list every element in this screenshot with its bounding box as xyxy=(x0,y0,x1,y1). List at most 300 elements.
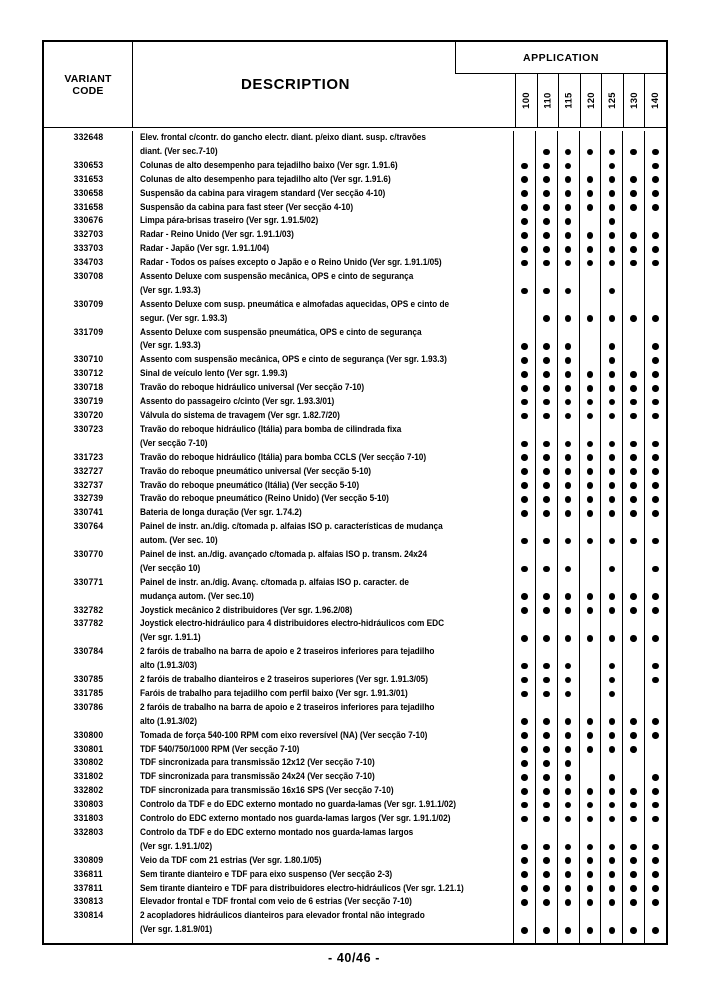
application-cell xyxy=(535,673,557,687)
application-dot xyxy=(565,357,572,364)
application-cell xyxy=(535,381,557,395)
application-dot xyxy=(630,844,637,851)
variant-code-cell: 330786 xyxy=(73,701,103,713)
application-dot xyxy=(630,857,637,864)
variant-code-cell: 330770 xyxy=(73,549,103,560)
application-cell xyxy=(622,798,644,812)
application-cell xyxy=(579,492,601,506)
application-cell xyxy=(579,479,601,493)
application-dot xyxy=(609,718,616,725)
application-cell xyxy=(579,895,601,909)
description-cell xyxy=(132,756,513,770)
application-cell xyxy=(513,131,535,159)
application-dot xyxy=(521,204,528,211)
application-cell xyxy=(579,520,601,548)
application-cell xyxy=(513,548,535,576)
application-cell xyxy=(644,228,666,242)
application-dot xyxy=(565,441,572,448)
description-cell xyxy=(132,451,513,465)
application-cell xyxy=(600,673,622,687)
application-dot xyxy=(587,746,594,753)
application-cell xyxy=(513,492,535,506)
description-line: TDF sincronizada para transmissão 24x24 (Ver secção 7-10) xyxy=(140,771,375,783)
variant-code-cell: 334703 xyxy=(73,257,103,269)
application-dot xyxy=(652,454,659,461)
application-dot xyxy=(521,732,528,739)
application-dot xyxy=(543,482,550,489)
table-row xyxy=(44,729,666,743)
variant-code-cell: 330764 xyxy=(73,521,103,533)
application-cell xyxy=(513,701,535,729)
application-cell xyxy=(579,937,601,943)
application-dot xyxy=(521,816,528,823)
description-cell xyxy=(132,798,513,812)
application-cell xyxy=(600,687,622,701)
application-cell xyxy=(644,576,666,604)
description-cell xyxy=(132,826,513,854)
application-dot xyxy=(521,371,528,378)
application-dot xyxy=(609,566,616,573)
table-row xyxy=(44,798,666,812)
application-cell xyxy=(600,492,622,506)
description-cell xyxy=(132,353,513,367)
application-dot xyxy=(609,857,616,864)
description-line: 2 faróis de trabalho dianteiros e 2 traseiros superiores (Ver sgr. 1.91.3/05) xyxy=(140,674,429,686)
application-dot xyxy=(587,871,594,878)
application-cell xyxy=(600,937,622,943)
application-dot xyxy=(630,885,637,892)
application-cell xyxy=(535,909,557,937)
application-cell xyxy=(557,256,579,270)
table-row xyxy=(44,367,666,381)
table-row xyxy=(44,743,666,757)
description-line: Travão do reboque pneumático (Reino Unido) (Ver secção 5-10) xyxy=(140,493,389,505)
application-dot xyxy=(630,607,637,614)
application-cell xyxy=(622,173,644,187)
description-cell xyxy=(132,784,513,798)
application-cell xyxy=(644,645,666,673)
application-cell xyxy=(535,576,557,604)
description-line: (Ver sgr. 1.91.1) xyxy=(140,632,201,644)
application-dot xyxy=(609,691,616,698)
application-dot xyxy=(609,774,616,781)
application-cell xyxy=(513,256,535,270)
application-dot xyxy=(609,927,616,934)
application-cell xyxy=(622,506,644,520)
application-dot xyxy=(630,149,637,156)
application-cell xyxy=(644,242,666,256)
description-cell xyxy=(132,909,513,937)
description-line: Suspensão da cabina para fast steer (Ver secção 4-10) xyxy=(140,201,354,213)
application-dot xyxy=(565,496,572,503)
application-dot xyxy=(587,468,594,475)
application-cell xyxy=(513,743,535,757)
application-dot xyxy=(587,441,594,448)
application-cell xyxy=(622,770,644,784)
application-cell xyxy=(557,701,579,729)
table-row xyxy=(44,784,666,798)
application-dot xyxy=(630,732,637,739)
application-dot xyxy=(652,357,659,364)
description-line: Assento com suspensão mecânica, OPS e cinto de segurança (Ver sgr. 1.93.3) xyxy=(140,354,447,366)
application-dot xyxy=(521,260,528,267)
application-dot xyxy=(565,566,572,573)
description-cell xyxy=(132,937,513,943)
application-dot xyxy=(587,788,594,795)
application-cell xyxy=(579,228,601,242)
description-line: Assento do passageiro c/cinto (Ver sgr. 1.93.3/01) xyxy=(140,396,335,408)
variant-code-cell: 330708 xyxy=(73,271,103,283)
description-cell xyxy=(132,465,513,479)
application-cell xyxy=(622,617,644,645)
application-cell xyxy=(600,131,622,159)
table-row xyxy=(44,270,666,298)
application-dot xyxy=(521,885,528,892)
application-dot xyxy=(565,857,572,864)
application-cell xyxy=(644,353,666,367)
application-dot xyxy=(587,718,594,725)
application-dot xyxy=(543,774,550,781)
application-dot xyxy=(521,288,528,295)
application-cell xyxy=(535,520,557,548)
application-cell xyxy=(622,756,644,770)
description-line: (Ver sgr. 1.93.3) xyxy=(140,340,201,352)
application-dot xyxy=(609,468,616,475)
application-dot xyxy=(652,441,659,448)
description-cell xyxy=(132,673,513,687)
table-row xyxy=(44,756,666,770)
application-cell xyxy=(579,506,601,520)
application-cell xyxy=(579,812,601,826)
description-line: TDF sincronizada para transmissão 16x16 SPS (Ver secção 7-10) xyxy=(140,785,394,797)
application-cell xyxy=(644,548,666,576)
application-cell xyxy=(557,576,579,604)
description-line: segur. (Ver sgr. 1.93.3) xyxy=(140,312,228,324)
table-row xyxy=(44,214,666,228)
application-cell xyxy=(644,812,666,826)
application-dot xyxy=(587,371,594,378)
variant-code-cell: 331803 xyxy=(73,813,103,825)
description-line: Controlo da TDF e do EDC externo montado nos guarda-lamas largos xyxy=(140,826,414,838)
variant-code-cell: 330709 xyxy=(73,298,103,310)
application-dot xyxy=(565,482,572,489)
application-dot xyxy=(609,343,616,350)
application-cell xyxy=(513,465,535,479)
application-cell xyxy=(579,214,601,228)
application-dot xyxy=(587,385,594,392)
application-cell xyxy=(513,201,535,215)
variant-code-cell: 330814 xyxy=(73,910,103,922)
description-cell xyxy=(132,770,513,784)
description-cell xyxy=(132,617,513,645)
application-cell xyxy=(644,479,666,493)
application-cell xyxy=(557,604,579,618)
application-cell xyxy=(535,492,557,506)
description-line: Assento Deluxe com suspensão pneumática, OPS e cinto de segurança xyxy=(140,326,422,338)
application-cell xyxy=(644,798,666,812)
application-dot xyxy=(521,399,528,406)
application-cell xyxy=(513,187,535,201)
application-cell xyxy=(513,423,535,451)
application-dot xyxy=(652,663,659,670)
application-cell xyxy=(513,687,535,701)
application-dot xyxy=(521,760,528,767)
variant-code-cell: 330658 xyxy=(73,187,103,199)
application-dot xyxy=(543,871,550,878)
description-cell xyxy=(132,729,513,743)
application-dot xyxy=(543,468,550,475)
table-row xyxy=(44,159,666,173)
application-dot xyxy=(565,149,572,156)
application-dot xyxy=(609,399,616,406)
description-line: mudança autom. (Ver sec.10) xyxy=(140,590,254,602)
application-dot xyxy=(609,607,616,614)
application-cell xyxy=(600,729,622,743)
application-dot xyxy=(609,802,616,809)
table-row xyxy=(44,395,666,409)
application-cell xyxy=(622,784,644,798)
application-dot xyxy=(543,677,550,684)
application-cell xyxy=(579,173,601,187)
application-dot xyxy=(609,315,616,322)
application-dot xyxy=(587,413,594,420)
variant-code-cell: 332739 xyxy=(73,493,103,505)
application-cell xyxy=(644,770,666,784)
application-cell xyxy=(535,812,557,826)
application-cell xyxy=(513,937,535,943)
application-cell xyxy=(622,242,644,256)
application-cell xyxy=(644,701,666,729)
description-cell xyxy=(132,173,513,187)
application-cell xyxy=(579,756,601,770)
application-dot xyxy=(543,163,550,170)
application-cell xyxy=(600,882,622,896)
application-dot xyxy=(543,607,550,614)
application-cell xyxy=(579,909,601,937)
application-dot xyxy=(652,496,659,503)
application-dot xyxy=(521,844,528,851)
application-cell xyxy=(600,367,622,381)
description-line: (Ver secção 7-10) xyxy=(140,437,208,449)
variant-code-cell: 330723 xyxy=(73,423,103,435)
application-dot xyxy=(543,385,550,392)
application-dot xyxy=(521,593,528,600)
application-dot xyxy=(565,385,572,392)
application-dot xyxy=(543,857,550,864)
variant-code-cell: 330801 xyxy=(73,743,103,755)
application-dot xyxy=(543,635,550,642)
application-cell xyxy=(535,617,557,645)
application-cell xyxy=(535,743,557,757)
application-cell xyxy=(513,812,535,826)
application-cell xyxy=(557,465,579,479)
table-row xyxy=(44,909,666,937)
application-cell xyxy=(513,576,535,604)
application-dot xyxy=(609,663,616,670)
application-cell xyxy=(622,409,644,423)
application-dot xyxy=(543,315,550,322)
application-cell xyxy=(513,854,535,868)
table-header xyxy=(44,42,666,128)
variant-code-cell: 330813 xyxy=(73,896,103,908)
application-cell xyxy=(579,367,601,381)
application-cell xyxy=(535,506,557,520)
application-dot xyxy=(543,441,550,448)
description-cell xyxy=(132,492,513,506)
application-cell xyxy=(600,201,622,215)
description-cell xyxy=(132,743,513,757)
application-dot xyxy=(543,899,550,906)
application-cell xyxy=(600,617,622,645)
application-dot xyxy=(652,482,659,489)
application-dot xyxy=(587,816,594,823)
application-cell xyxy=(557,395,579,409)
application-cell xyxy=(622,701,644,729)
application-dot xyxy=(565,260,572,267)
application-cell xyxy=(644,451,666,465)
application-dot xyxy=(565,288,572,295)
application-cell xyxy=(600,270,622,298)
application-dot xyxy=(543,454,550,461)
description-line: Travão do reboque hidráulico (Itália) para bomba CCLS (Ver secção 7-10) xyxy=(140,451,427,463)
application-cell xyxy=(622,465,644,479)
application-cell xyxy=(513,214,535,228)
application-dot xyxy=(565,927,572,934)
application-cell xyxy=(557,214,579,228)
table-row xyxy=(44,201,666,215)
application-cell xyxy=(622,381,644,395)
application-cell xyxy=(622,895,644,909)
description-line: Travão do reboque hidráulico universal (Ver secção 7-10) xyxy=(140,382,365,394)
application-cell xyxy=(535,214,557,228)
description-cell xyxy=(132,548,513,576)
application-dot xyxy=(587,260,594,267)
application-cell xyxy=(644,187,666,201)
application-cell xyxy=(535,604,557,618)
description-line: Elev. frontal c/contr. do gancho electr. diant. p/eixo diant. susp. c/travões xyxy=(140,132,426,143)
description-line: diant. (Ver sec.7-10) xyxy=(140,145,218,157)
application-cell xyxy=(579,687,601,701)
application-cell xyxy=(557,159,579,173)
variant-code-cell: 330800 xyxy=(73,729,103,741)
application-cell xyxy=(557,937,579,943)
application-cell xyxy=(600,256,622,270)
variant-code-cell: 330676 xyxy=(73,215,103,227)
application-cell xyxy=(644,409,666,423)
application-dot xyxy=(587,190,594,197)
table-row xyxy=(44,506,666,520)
application-cell xyxy=(513,617,535,645)
application-dot xyxy=(565,899,572,906)
application-dot xyxy=(630,204,637,211)
application-cell xyxy=(579,451,601,465)
application-cell xyxy=(600,784,622,798)
application-dot xyxy=(630,468,637,475)
application-dot xyxy=(630,246,637,253)
application-cell xyxy=(535,701,557,729)
application-cell xyxy=(535,201,557,215)
description-line: Assento Deluxe com susp. pneumática e almofadas aquecidas, OPS e cinto de xyxy=(140,298,450,310)
application-cell xyxy=(557,798,579,812)
application-cell xyxy=(644,687,666,701)
application-cell xyxy=(535,770,557,784)
application-dot xyxy=(630,746,637,753)
application-cell xyxy=(579,882,601,896)
variant-code-cell: 330802 xyxy=(73,757,103,769)
table-row xyxy=(44,576,666,604)
application-cell xyxy=(600,798,622,812)
application-cell xyxy=(513,826,535,854)
application-cell xyxy=(622,492,644,506)
description-cell xyxy=(132,228,513,242)
table-row xyxy=(44,895,666,909)
application-cell xyxy=(600,854,622,868)
application-dot xyxy=(630,871,637,878)
description-cell xyxy=(132,395,513,409)
description-line: (Ver sgr. 1.93.3) xyxy=(140,284,201,296)
application-cell xyxy=(644,395,666,409)
application-dot xyxy=(521,691,528,698)
application-cell xyxy=(535,937,557,943)
application-dot xyxy=(652,371,659,378)
application-cell xyxy=(513,159,535,173)
application-cell xyxy=(644,756,666,770)
application-cell xyxy=(557,187,579,201)
application-cell xyxy=(579,729,601,743)
application-cell xyxy=(600,756,622,770)
application-cell xyxy=(535,729,557,743)
application-cell xyxy=(579,743,601,757)
application-cell xyxy=(557,131,579,159)
variant-code-cell: 331802 xyxy=(73,771,103,783)
application-dot xyxy=(543,593,550,600)
application-dot xyxy=(587,635,594,642)
application-cell xyxy=(600,423,622,451)
application-dot xyxy=(652,163,659,170)
description-line: Joystick mecânico 2 distribuidores (Ver sgr. 1.96.2/08) xyxy=(140,604,353,616)
application-dot xyxy=(609,871,616,878)
application-dot xyxy=(652,343,659,350)
variant-code-header-line1: VARIANT xyxy=(64,72,112,85)
application-cell xyxy=(557,673,579,687)
application-dot xyxy=(543,718,550,725)
application-cell xyxy=(600,743,622,757)
application-dot xyxy=(652,927,659,934)
application-cell xyxy=(600,228,622,242)
application-cell xyxy=(535,868,557,882)
application-dot xyxy=(652,190,659,197)
variant-code-cell xyxy=(44,937,132,943)
description-cell xyxy=(132,868,513,882)
application-dot xyxy=(543,732,550,739)
table-row xyxy=(44,326,666,354)
application-cell xyxy=(644,826,666,854)
application-dot xyxy=(521,246,528,253)
description-line: Controlo do EDC externo montado nos guarda-lamas largos (Ver sgr. 1.91.1/02) xyxy=(140,813,451,825)
application-dot xyxy=(630,593,637,600)
application-dot xyxy=(543,260,550,267)
description-cell xyxy=(132,367,513,381)
description-line: Painel de instr. an./dig. c/tomada p. alfaias ISO p. características de mudança xyxy=(140,521,443,533)
application-cell xyxy=(513,353,535,367)
table-row xyxy=(44,187,666,201)
application-dot xyxy=(521,635,528,642)
application-dot xyxy=(565,607,572,614)
application-dot xyxy=(630,927,637,934)
application-cell xyxy=(513,173,535,187)
application-dot xyxy=(543,663,550,670)
application-dot xyxy=(630,315,637,322)
